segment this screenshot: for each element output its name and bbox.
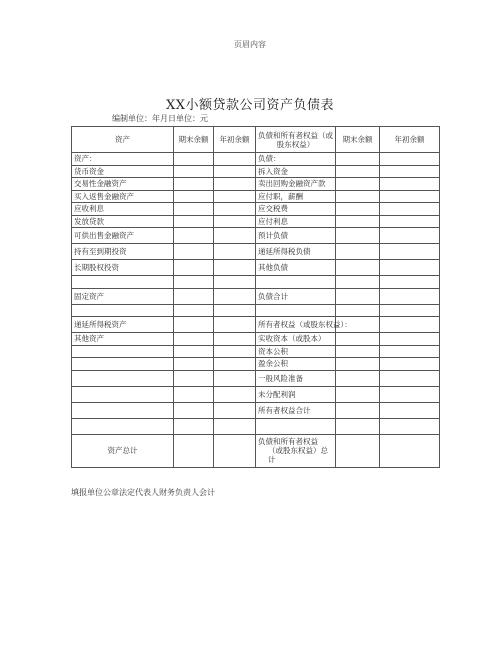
table-row <box>72 260 440 276</box>
asset-label: 发放贷款 <box>72 215 174 228</box>
liability-end-cell[interactable] <box>336 228 380 244</box>
liability-label: 预计负债 <box>256 228 336 244</box>
liability-begin-cell[interactable] <box>380 317 440 333</box>
table-row <box>72 317 440 333</box>
liability-end-cell[interactable] <box>336 418 380 434</box>
table-row <box>72 288 440 304</box>
liability-end-cell[interactable] <box>336 370 380 386</box>
asset-begin-cell[interactable] <box>214 276 256 289</box>
liability-end-cell[interactable] <box>336 153 380 166</box>
asset-label: 交易性金融资产 <box>72 178 174 191</box>
asset-begin-cell[interactable] <box>214 358 256 371</box>
liability-end-cell[interactable] <box>336 190 380 203</box>
asset-begin-cell[interactable] <box>214 333 256 346</box>
asset-label <box>72 345 174 358</box>
asset-end-cell[interactable] <box>174 358 214 371</box>
liability-begin-cell[interactable] <box>380 203 440 216</box>
header-begin-balance: 年初余额 <box>214 127 256 153</box>
liability-begin-cell[interactable] <box>380 358 440 371</box>
liability-begin-cell[interactable] <box>380 370 440 386</box>
asset-begin-cell[interactable] <box>214 203 256 216</box>
asset-begin-cell[interactable] <box>214 153 256 166</box>
asset-end-cell[interactable] <box>174 345 214 358</box>
asset-label: 其他资产 <box>72 333 174 346</box>
document-title: XX小额贷款公司资产负债表 <box>165 98 334 113</box>
table-row <box>72 418 440 434</box>
asset-begin-cell[interactable] <box>214 317 256 333</box>
asset-begin-cell[interactable] <box>214 244 256 260</box>
asset-end-cell[interactable] <box>174 244 214 260</box>
liability-label: 所有者权益合计 <box>256 402 336 418</box>
liability-end-cell[interactable] <box>336 304 380 317</box>
table-header-row <box>72 127 440 153</box>
liability-end-cell[interactable] <box>336 260 380 276</box>
asset-label <box>72 358 174 371</box>
signature-footer: 填报单位公章法定代表人财务负责人会计 <box>71 488 215 497</box>
asset-label <box>72 276 174 289</box>
total-liabilities-begin-cell[interactable] <box>380 434 440 467</box>
asset-label <box>72 386 174 402</box>
asset-label <box>72 402 174 418</box>
liability-label: 应付利息 <box>256 215 336 228</box>
liability-label: 负债合计 <box>256 288 336 304</box>
asset-label: 买入返售金融资产 <box>72 190 174 203</box>
asset-label: 资产： <box>72 153 174 166</box>
liability-begin-cell[interactable] <box>380 276 440 289</box>
asset-end-cell[interactable] <box>174 333 214 346</box>
asset-label: 货币资金 <box>72 165 174 178</box>
header-assets: 资产 <box>72 127 174 153</box>
liability-end-cell[interactable] <box>336 165 380 178</box>
asset-label: 长期股权投资 <box>72 260 174 276</box>
liability-end-cell[interactable] <box>336 288 380 304</box>
liability-begin-cell[interactable] <box>380 153 440 166</box>
asset-begin-cell[interactable] <box>214 260 256 276</box>
liability-end-cell[interactable] <box>336 215 380 228</box>
asset-end-cell[interactable] <box>174 165 214 178</box>
liability-begin-cell[interactable] <box>380 402 440 418</box>
header-end-balance: 期末余额 <box>174 127 214 153</box>
asset-end-cell[interactable] <box>174 228 214 244</box>
liability-label: 其他负债 <box>256 260 336 276</box>
liability-end-cell[interactable] <box>336 345 380 358</box>
header-begin-balance-2: 年初余额 <box>380 127 440 153</box>
table-row <box>72 304 440 317</box>
liability-end-cell[interactable] <box>336 402 380 418</box>
asset-end-cell[interactable] <box>174 260 214 276</box>
total-assets-label: 资产总计 <box>72 434 174 467</box>
asset-begin-cell[interactable] <box>214 345 256 358</box>
asset-label <box>72 418 174 434</box>
liability-begin-cell[interactable] <box>380 244 440 260</box>
balance-sheet-table <box>71 126 440 468</box>
liability-label: 拆入资金 <box>256 165 336 178</box>
liability-begin-cell[interactable] <box>380 260 440 276</box>
asset-begin-cell[interactable] <box>214 288 256 304</box>
asset-end-cell[interactable] <box>174 402 214 418</box>
asset-label: 可供出售金融资产 <box>72 228 174 244</box>
liability-label: 所有者权益（或股东权益）： <box>256 317 336 333</box>
asset-begin-cell[interactable] <box>214 386 256 402</box>
asset-end-cell[interactable] <box>174 190 214 203</box>
liability-begin-cell[interactable] <box>380 418 440 434</box>
liability-label: 一般风险准备 <box>256 370 336 386</box>
asset-begin-cell[interactable] <box>214 304 256 317</box>
liability-label <box>256 276 336 289</box>
liability-label: 负债： <box>256 153 336 166</box>
table-row <box>72 386 440 402</box>
liability-begin-cell[interactable] <box>380 386 440 402</box>
asset-begin-cell[interactable] <box>214 228 256 244</box>
table-row <box>72 228 440 244</box>
liability-begin-cell[interactable] <box>380 333 440 346</box>
liability-begin-cell[interactable] <box>380 228 440 244</box>
total-liabilities-end-cell[interactable] <box>336 434 380 467</box>
table-row <box>72 370 440 386</box>
asset-label: 持有至到期投资 <box>72 244 174 260</box>
header-liabilities-equity: 负债和所有者权益（或股东权益） <box>256 127 336 153</box>
table-row <box>72 358 440 371</box>
table-row <box>72 190 440 203</box>
table-row <box>72 153 440 166</box>
table-row <box>72 215 440 228</box>
table-row <box>72 244 440 260</box>
total-liabilities-label-line2: （或股东权益）总计 <box>268 446 328 464</box>
asset-label: 应收利息 <box>72 203 174 216</box>
liability-label: 递延所得税负债 <box>256 244 336 260</box>
liability-label: 资本公积 <box>256 345 336 358</box>
total-liabilities-label-line1: 负债和所有者权益 <box>258 437 318 446</box>
liability-begin-cell[interactable] <box>380 304 440 317</box>
table-row <box>72 402 440 418</box>
asset-begin-cell[interactable] <box>214 370 256 386</box>
liability-label <box>256 304 336 317</box>
liability-begin-cell[interactable] <box>380 165 440 178</box>
asset-end-cell[interactable] <box>174 153 214 166</box>
asset-end-cell[interactable] <box>174 215 214 228</box>
liability-end-cell[interactable] <box>336 203 380 216</box>
asset-begin-cell[interactable] <box>214 190 256 203</box>
liability-label: 盈余公积 <box>256 358 336 371</box>
liability-end-cell[interactable] <box>336 386 380 402</box>
table-row <box>72 333 440 346</box>
liability-end-cell[interactable] <box>336 333 380 346</box>
asset-begin-cell[interactable] <box>214 178 256 191</box>
asset-begin-cell[interactable] <box>214 402 256 418</box>
asset-label <box>72 304 174 317</box>
total-row <box>72 434 440 467</box>
liability-label: 未分配利润 <box>256 386 336 402</box>
liability-label: 应交税费 <box>256 203 336 216</box>
asset-end-cell[interactable] <box>174 317 214 333</box>
liability-end-cell[interactable] <box>336 276 380 289</box>
total-liabilities-equity-label <box>256 434 336 467</box>
liability-label: 卖出回购金融资产款 <box>256 178 336 191</box>
table-row <box>72 178 440 191</box>
liability-label <box>256 418 336 434</box>
header-end-balance-2: 期末余额 <box>336 127 380 153</box>
liability-end-cell[interactable] <box>336 244 380 260</box>
total-assets-begin-cell[interactable] <box>214 434 256 467</box>
liability-begin-cell[interactable] <box>380 215 440 228</box>
table-row <box>72 165 440 178</box>
liability-label: 实收资本（或股本） <box>256 333 336 346</box>
asset-end-cell[interactable] <box>174 304 214 317</box>
asset-end-cell[interactable] <box>174 276 214 289</box>
asset-begin-cell[interactable] <box>214 215 256 228</box>
page-header: 页眉内容 <box>234 40 266 49</box>
compiler-line: 编制单位：年月日单位：元 <box>112 114 208 123</box>
asset-end-cell[interactable] <box>174 418 214 434</box>
asset-label: 固定资产 <box>72 288 174 304</box>
asset-end-cell[interactable] <box>174 203 214 216</box>
asset-label: 递延所得税资产 <box>72 317 174 333</box>
liability-begin-cell[interactable] <box>380 345 440 358</box>
table-row <box>72 345 440 358</box>
liability-begin-cell[interactable] <box>380 190 440 203</box>
asset-begin-cell[interactable] <box>214 165 256 178</box>
total-assets-end-cell[interactable] <box>174 434 214 467</box>
asset-end-cell[interactable] <box>174 386 214 402</box>
liability-begin-cell[interactable] <box>380 178 440 191</box>
asset-end-cell[interactable] <box>174 288 214 304</box>
liability-label: 应付职，薪酬 <box>256 190 336 203</box>
asset-begin-cell[interactable] <box>214 418 256 434</box>
asset-end-cell[interactable] <box>174 178 214 191</box>
table-row <box>72 276 440 289</box>
table-row <box>72 203 440 216</box>
asset-label <box>72 370 174 386</box>
liability-end-cell[interactable] <box>336 178 380 191</box>
liability-end-cell[interactable] <box>336 358 380 371</box>
liability-begin-cell[interactable] <box>380 288 440 304</box>
asset-end-cell[interactable] <box>174 370 214 386</box>
